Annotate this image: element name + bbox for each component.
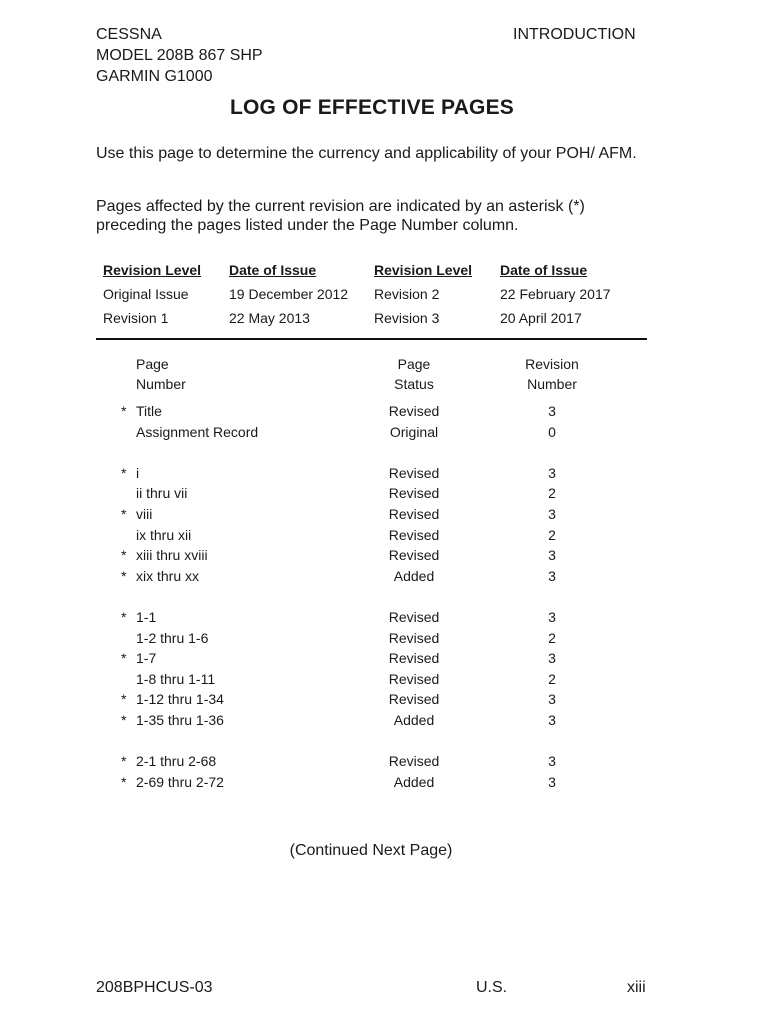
page-status: Revised <box>388 506 440 522</box>
col-header-text: Page <box>397 356 431 372</box>
revision-asterisk: * <box>121 403 127 419</box>
revision-asterisk: * <box>121 506 127 522</box>
table-row <box>0 465 768 485</box>
page-number: xiii thru xviii <box>136 547 208 564</box>
revision-number: 2 <box>548 629 556 646</box>
col-header-text: Number <box>527 376 577 392</box>
page-number: i <box>136 464 140 481</box>
table-row <box>0 774 768 794</box>
page-number: ii thru vii <box>136 485 188 502</box>
rev-cell: Original Issue <box>103 286 189 302</box>
table-row <box>0 424 768 444</box>
rev-header-date-2: Date of Issue <box>500 262 588 278</box>
revision-asterisk: * <box>121 773 127 790</box>
page-status: Revised <box>388 650 440 667</box>
table-row <box>0 609 768 629</box>
table-row <box>0 403 768 423</box>
table-row <box>0 650 768 670</box>
page-status: Revised <box>388 629 440 646</box>
page-status: Revised <box>388 485 440 502</box>
revision-number: 3 <box>548 547 556 564</box>
page-status: Original <box>389 423 439 440</box>
footer-region: U.S. <box>476 979 508 996</box>
revision-number: 3 <box>548 464 556 481</box>
revision-number: 3 <box>548 753 556 770</box>
table-row <box>0 527 768 547</box>
header-section: INTRODUCTION <box>513 26 636 43</box>
revision-number: 3 <box>548 567 556 584</box>
revision-asterisk: * <box>121 609 127 625</box>
rev-cell: 20 April 2017 <box>500 310 582 326</box>
revision-number: 3 <box>548 773 556 790</box>
divider-rule <box>96 338 647 340</box>
table-row <box>0 630 768 650</box>
col-header-page-status <box>354 354 474 394</box>
header-line-manufacturer: CESSNA <box>96 26 162 43</box>
table-row <box>0 485 768 505</box>
rev-cell: 19 December 2012 <box>229 286 349 302</box>
col-header-text: Revision <box>525 356 579 372</box>
revision-number: 3 <box>548 712 556 728</box>
page-status: Revised <box>388 403 440 419</box>
page-number: Assignment Record <box>136 423 259 440</box>
revision-number: 3 <box>548 691 556 708</box>
col-header-page-number <box>136 354 186 394</box>
page-status: Revised <box>388 691 440 708</box>
header-left <box>96 24 263 87</box>
col-header-revision-number <box>512 354 592 394</box>
page-status: Revised <box>388 753 440 770</box>
page-number: 1-7 <box>136 650 157 667</box>
col-header-text: Status <box>394 376 434 392</box>
footer-document-id: 208BPHCUS-03 <box>96 979 213 996</box>
revision-asterisk: * <box>121 464 127 481</box>
page-number: Title <box>136 403 162 419</box>
page-number: viii <box>136 506 153 522</box>
revision-number: 0 <box>548 423 556 440</box>
rev-cell: Revision 1 <box>103 310 169 326</box>
page-number: 1-2 thru 1-6 <box>136 629 209 646</box>
intro-paragraph-1: Use this page to determine the currency and applicability of your POH/ AFM. <box>96 145 637 162</box>
revision-asterisk: * <box>121 567 127 584</box>
page-number: xix thru xx <box>136 567 200 584</box>
col-header-text: Number <box>136 376 186 392</box>
revision-number: 2 <box>548 526 556 543</box>
page-status: Revised <box>388 670 440 687</box>
page-status: Revised <box>388 547 440 564</box>
page-number: 1-12 thru 1-34 <box>136 691 224 708</box>
rev-header-level-1: Revision Level <box>103 262 202 278</box>
page-number: 2-69 thru 2-72 <box>136 773 224 790</box>
page-number: 1-8 thru 1-11 <box>136 670 216 687</box>
revision-number: 2 <box>548 485 556 502</box>
revision-number: 2 <box>548 670 556 687</box>
page-title: LOG OF EFFECTIVE PAGES <box>229 96 515 119</box>
revision-asterisk: * <box>121 547 127 564</box>
rev-cell: Revision 2 <box>374 286 440 302</box>
page-number: ix thru xii <box>136 526 192 543</box>
page-status: Added <box>393 567 435 584</box>
col-header-text: Page <box>136 356 169 372</box>
rev-cell: 22 February 2017 <box>500 286 611 302</box>
footer-page-number: xiii <box>627 979 646 996</box>
rev-header-date-1: Date of Issue <box>229 262 317 278</box>
page-status: Revised <box>388 526 440 543</box>
revision-number: 3 <box>548 650 556 667</box>
table-row <box>0 691 768 711</box>
header-line-model: MODEL 208B 867 SHP <box>96 47 263 64</box>
page-status: Added <box>393 712 435 728</box>
page-number: 1-1 <box>136 609 157 625</box>
page-number: 2-1 thru 2-68 <box>136 753 217 770</box>
table-row <box>0 506 768 526</box>
table-row <box>0 671 768 691</box>
revision-asterisk: * <box>121 691 127 708</box>
revision-number: 3 <box>548 609 556 625</box>
intro-paragraph-2: Pages affected by the current revision are indicated by an asterisk (*) preceding the pages listed under the Page Number column. <box>96 198 585 234</box>
revision-asterisk: * <box>121 650 127 667</box>
page-status: Added <box>393 773 435 790</box>
table-row <box>0 547 768 567</box>
table-row <box>0 568 768 588</box>
table-row <box>0 712 768 732</box>
revision-number: 3 <box>548 403 556 419</box>
rev-header-level-2: Revision Level <box>374 262 473 278</box>
rev-cell: Revision 3 <box>374 310 440 326</box>
rev-cell: 22 May 2013 <box>229 310 310 326</box>
revision-number: 3 <box>548 506 556 522</box>
page-status: Revised <box>388 464 440 481</box>
continued-note: (Continued Next Page) <box>289 842 453 859</box>
header-line-avionics: GARMIN G1000 <box>96 68 213 85</box>
table-row <box>0 753 768 773</box>
revision-asterisk: * <box>121 712 127 728</box>
page-number: 1-35 thru 1-36 <box>136 712 224 728</box>
revision-asterisk: * <box>121 753 127 770</box>
page-status: Revised <box>388 609 440 625</box>
